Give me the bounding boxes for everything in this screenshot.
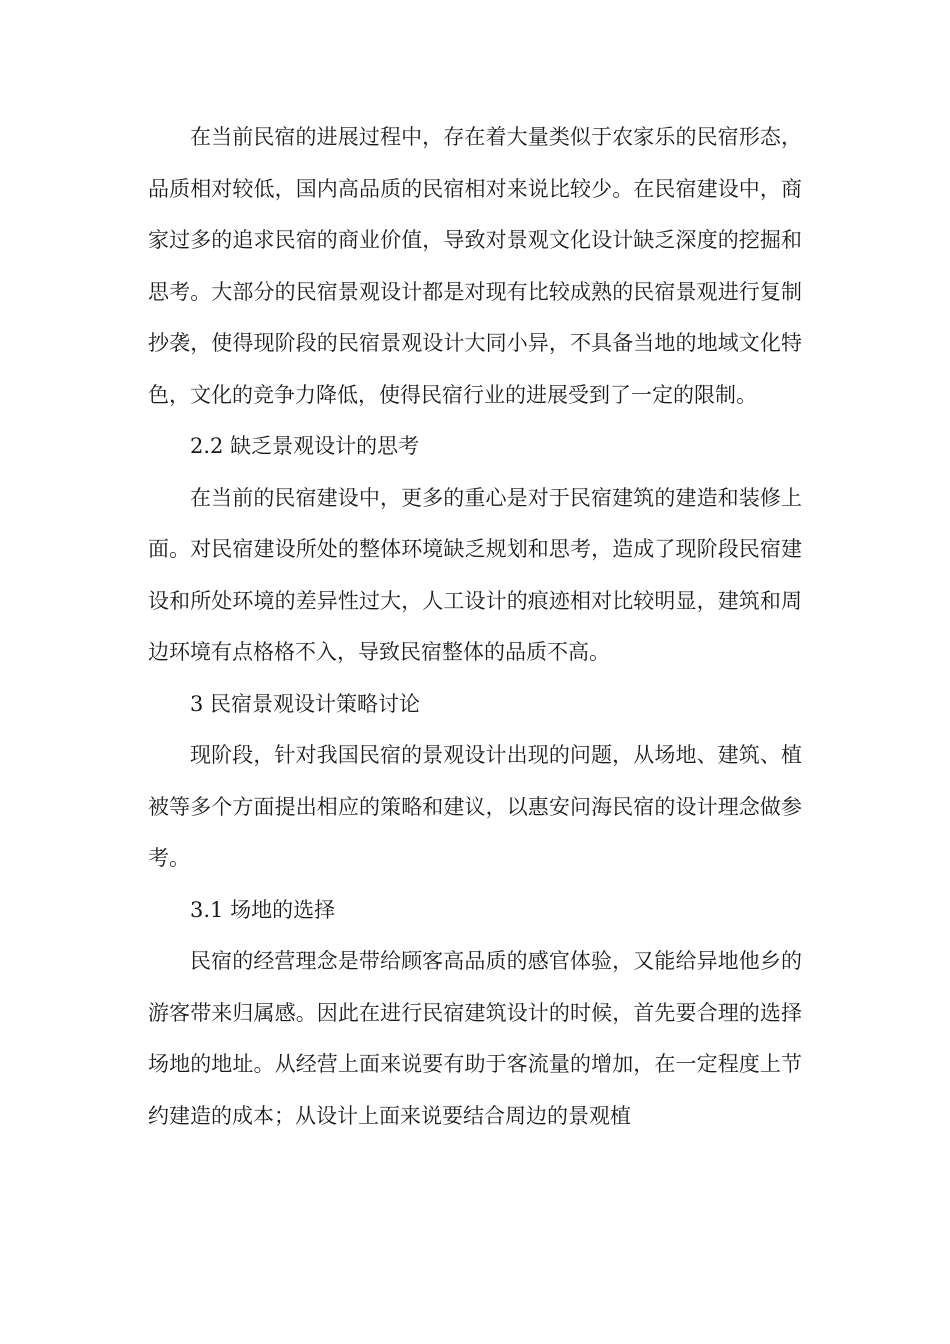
paragraph-homestay-development: 在当前民宿的进展过程中，存在着大量类似于农家乐的民宿形态，品质相对较低，国内高品质的民宿相对来说比较少。在民宿建设中，商家过多的追求民宿的商业价值，导致对景观文化设计缺乏深度的挖掘和思考。大部分的民宿景观设计都是对现有比较成熟的民宿景观进行复制抄袭，使得现阶段的民宿景观设计大同小异，不具备当地的地域文化特色，文化的竞争力降低，使得民宿行业的进展受到了一定的限制。 — [148, 125, 802, 407]
paragraph-lack-of-design-thinking: 在当前的民宿建设中，更多的重心是对于民宿建筑的建造和装修上面。对民宿建设所处的整体环境缺乏规划和思考，造成了现阶段民宿建设和所处环境的差异性过大，人工设计的痕迹相对比较明显，建筑和周边环境有点格格不入，导致民宿整体的品质不高。 — [148, 485, 802, 664]
paragraph-design-strategy: 现阶段，针对我国民宿的景观设计出现的问题，从场地、建筑、植被等多个方面提出相应的策略和建议，以惠安问海民宿的设计理念做参考。 — [148, 743, 802, 870]
document-body — [148, 112, 802, 1142]
section-heading-3: 3 民宿景观设计策略讨论 — [190, 691, 421, 716]
section-heading-3-1: 3.1 场地的选择 — [190, 897, 336, 922]
section-heading-2-2: 2.2 缺乏景观设计的思考 — [190, 434, 420, 458]
paragraph-site-selection: 民宿的经营理念是带给顾客高品质的感官体验，又能给异地他乡的游客带来归属感。因此在进行民宿建筑设计的时候，首先要合理的选择场地的地址。从经营上面来说要有助于客流量的增加，在一定程度上节约建造的成本；从设计上面来说要结合周边的景观植 — [148, 949, 802, 1128]
